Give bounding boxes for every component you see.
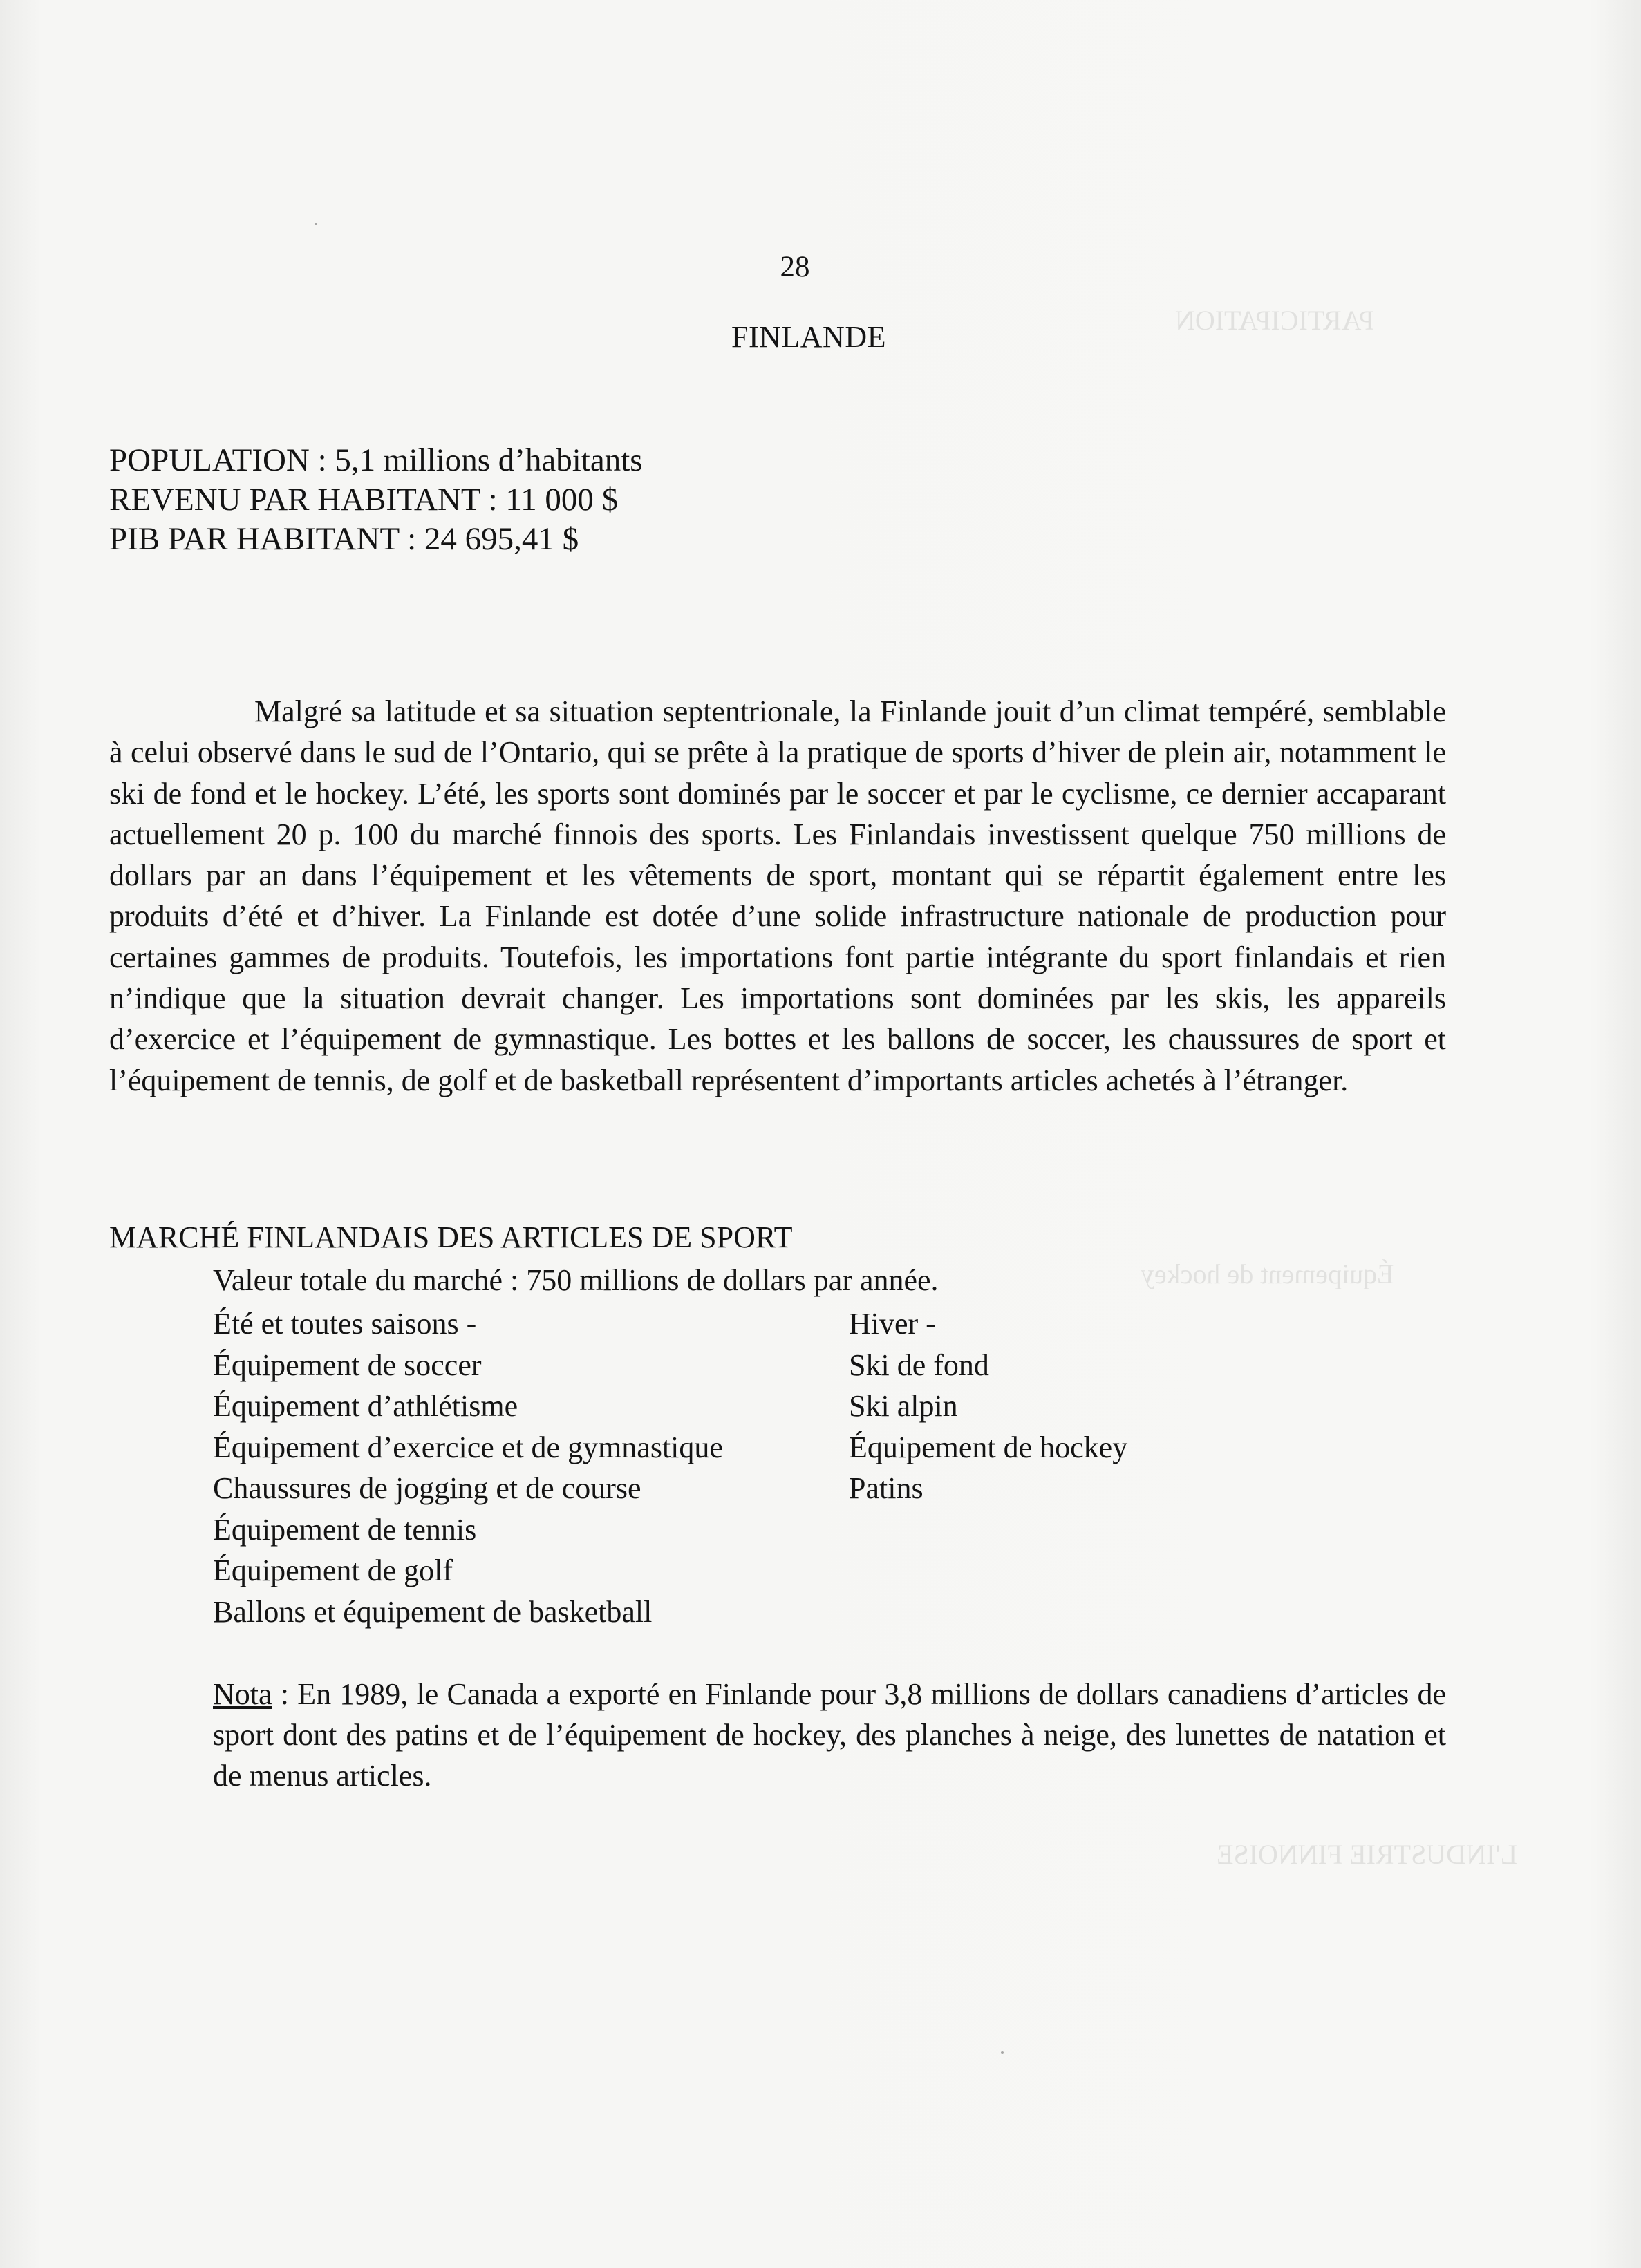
market-total: Valeur totale du marché : 750 millions de dollars par année.: [213, 1263, 939, 1297]
list-item: Équipement d’exercice et de gymnastique: [213, 1430, 723, 1464]
list-item: Ski alpin: [849, 1389, 958, 1423]
country-stats: [109, 441, 1077, 559]
winter-heading: Hiver -: [849, 1307, 936, 1341]
list-item: Ski de fond: [849, 1348, 989, 1382]
market-heading: MARCHÉ FINLANDAIS DES ARTICLES DE SPORT: [109, 1220, 793, 1254]
gdp-stat: PIB PAR HABITANT : 24 695,41 $: [109, 521, 579, 557]
list-item: Équipement de hockey: [849, 1430, 1128, 1464]
population-stat: POPULATION : 5,1 millions d’habitants: [109, 442, 643, 478]
list-item: Ballons et équipement de basketball: [213, 1594, 653, 1629]
list-item: Patins: [849, 1471, 923, 1505]
list-item: Équipement de soccer: [213, 1348, 482, 1382]
list-item: Équipement de golf: [213, 1553, 453, 1587]
income-stat: REVENU PAR HABITANT : 11 000 $: [109, 482, 619, 518]
paper-speck: [315, 223, 317, 225]
body-paragraph: Malgré sa latitude et sa situation septentrionale, la Finlande jouit d’un climat tempéré, semblable à celui observé dans le sud de l’Ontario, qui se prête à la pratique de sports d’hiver de plein air, notamment le ski de fond et le hockey. L’été, les sports sont dominés par le soccer et par le cyclisme, ce dernier accaparant actuellement 20 p. 100 du marché finnois des sports. Les Finlandais investissent quelque 750 millions de dollars par an dans l’équipement et les vêtements de sport, montant qui se répartit également entre les produits d’été et d’hiver. La Finlande est dotée d’une solide infrastructure nationale de production pour certaines gammes de produits. Toutefois, les importations font partie intégrante du sport finlandais et rien n’indique que la situation devrait changer. Les importations sont dominées par les skis, les appareils d’exercice et l’équipement de gymnastique. Les bottes et les ballons de soccer, les chaussures de sport et l’équipement de tennis, de golf et de basketball représentent d’importants articles achetés à l’étranger.: [109, 694, 1446, 1097]
winter-column: [849, 1303, 1127, 1509]
note-paragraph: [213, 1674, 1446, 1796]
bleed-through-text: PARTICIPATION: [1175, 305, 1375, 336]
bleed-through-text: L'INDUSTRIE FINNOISE: [1217, 1839, 1517, 1870]
note-label: Nota: [213, 1677, 272, 1711]
note-text: : En 1989, le Canada a exporté en Finlande pour 3,8 millions de dollars canadiens d’articles de sport dont des patins et de l’équipement de hockey, des planches à neige, des lunettes de natation et de menus articles.: [213, 1677, 1446, 1793]
page-number: 28: [780, 251, 810, 283]
list-item: Équipement de tennis: [213, 1512, 477, 1547]
paper-speck: [1001, 2051, 1004, 2054]
list-item: Équipement d’athlétisme: [213, 1389, 518, 1423]
summer-column: [213, 1303, 723, 1632]
list-item: Chaussures de jogging et de course: [213, 1471, 641, 1505]
summer-heading: Été et toutes saisons -: [213, 1307, 477, 1341]
bleed-through-text: Équipement de hockey: [1141, 1258, 1394, 1289]
page-title: FINLANDE: [731, 320, 886, 354]
